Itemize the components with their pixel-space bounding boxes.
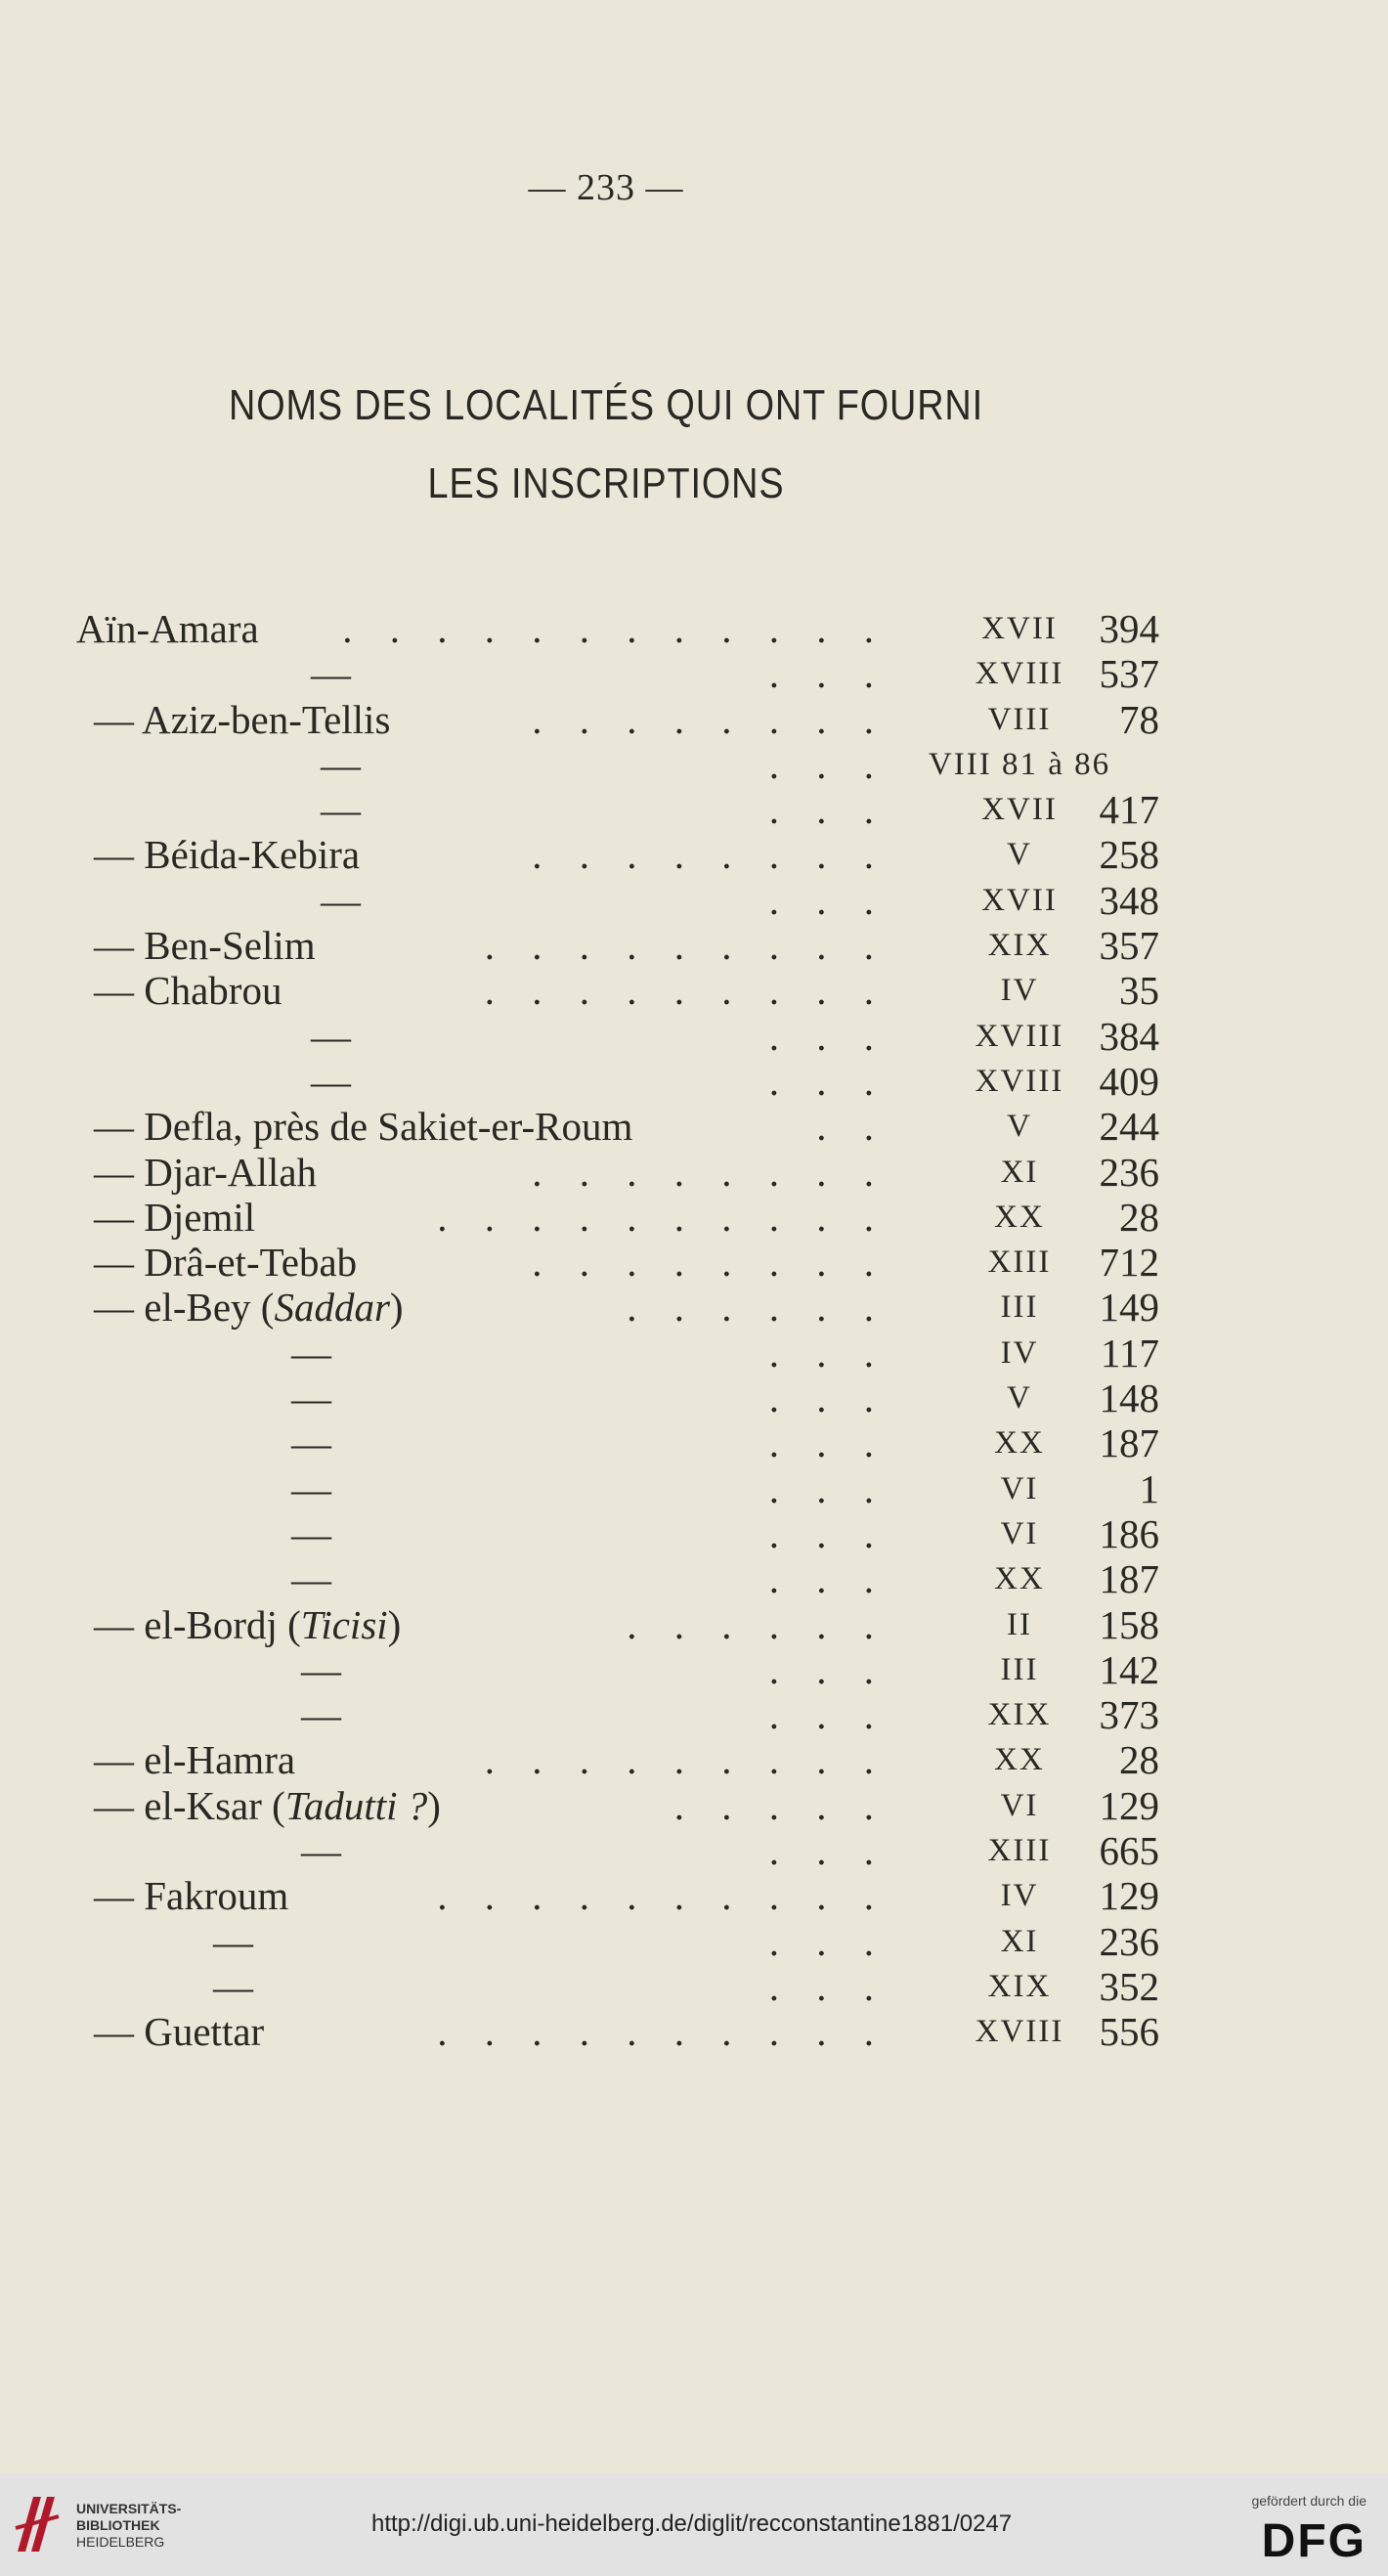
leader-dots: . . . . . . . . . xyxy=(484,968,888,1014)
volume-number: VI xyxy=(1000,1470,1039,1506)
volume-number: III xyxy=(1000,1289,1039,1326)
index-entry xyxy=(76,651,1159,697)
inscription-number: 417 xyxy=(1099,787,1159,833)
index-entry xyxy=(76,1692,1159,1738)
index-entry xyxy=(76,1194,1159,1240)
volume-number: XI xyxy=(1000,1154,1039,1190)
leader-dots: . . . xyxy=(768,1465,888,1511)
leader-dots: . . . xyxy=(768,1963,888,2009)
locality-name: — el-Bordj (Ticisi) xyxy=(94,1601,402,1647)
leader-dots: . . . xyxy=(768,1375,888,1421)
inscription-number: 129 xyxy=(1099,1782,1159,1828)
volume-number: IV xyxy=(1000,973,1039,1009)
volume-number: XIX xyxy=(987,1697,1052,1733)
index-entry xyxy=(76,968,1159,1014)
locality-name: — el-Ksar (Tadutti ?) xyxy=(94,1782,441,1828)
leader-dots: . . . xyxy=(768,877,888,923)
volume-number: III xyxy=(1000,1651,1039,1687)
library-name: UNIVERSITÄTS- BIBLIOTHEK HEIDELBERG xyxy=(76,2501,182,2550)
locality-name: — Djemil xyxy=(94,1194,256,1240)
inscription-number: 236 xyxy=(1099,1149,1159,1195)
locality-name: — xyxy=(321,741,361,787)
inscription-number: 556 xyxy=(1099,2009,1159,2055)
index-entry xyxy=(76,1104,1159,1150)
inscription-number: 187 xyxy=(1099,1420,1159,1466)
volume-number: VIII xyxy=(987,701,1052,737)
index-entry xyxy=(76,1149,1159,1195)
inscription-number: 142 xyxy=(1099,1646,1159,1692)
locality-name: Aïn-Amara xyxy=(76,606,259,651)
index-entry xyxy=(76,1510,1159,1556)
index-entry xyxy=(76,1240,1159,1286)
locality-name: — xyxy=(321,877,361,923)
inscription-number: 35 xyxy=(1119,968,1159,1014)
index-entry xyxy=(76,1465,1159,1511)
inscription-number: 236 xyxy=(1099,1918,1159,1964)
index-entry xyxy=(76,1828,1159,1874)
inscription-number: 258 xyxy=(1099,832,1159,878)
index-entry xyxy=(76,787,1159,833)
page-number: — 233 — xyxy=(528,167,684,208)
volume-number: IV xyxy=(1000,1334,1039,1371)
locality-name: — el-Hamra xyxy=(94,1737,296,1783)
volume-number: XVII xyxy=(981,882,1058,918)
inscription-number: 409 xyxy=(1099,1058,1159,1104)
inscription-number: 187 xyxy=(1099,1556,1159,1602)
volume-number: XVIII xyxy=(975,1018,1064,1054)
index-entry xyxy=(76,1918,1159,1964)
leader-dots: . . . . . . . . . . xyxy=(437,2009,888,2055)
locality-name: — Guettar xyxy=(94,2009,265,2055)
locality-name: — Aziz-ben-Tellis xyxy=(94,696,391,742)
index-entry xyxy=(76,1646,1159,1692)
inscription-number: 384 xyxy=(1099,1013,1159,1059)
inscription-number: 158 xyxy=(1099,1601,1159,1647)
inscription-number: 357 xyxy=(1099,923,1159,969)
index-entry xyxy=(76,742,1151,787)
leader-dots: . . . xyxy=(768,1646,888,1692)
index-entry xyxy=(76,1737,1159,1783)
leader-dots: . . . xyxy=(768,1692,888,1738)
leader-dots: . . . . . . . . . xyxy=(484,923,888,969)
volume-number: XI xyxy=(1000,1923,1039,1959)
locality-name: — Drâ-et-Tebab xyxy=(94,1240,358,1286)
inscription-number: 78 xyxy=(1119,696,1159,742)
locality-name: — xyxy=(291,1465,331,1511)
inscription-number: 129 xyxy=(1099,1873,1159,1919)
leader-dots: . . . xyxy=(768,1013,888,1059)
locality-name: — xyxy=(291,1330,331,1375)
volume-number: XVII xyxy=(981,611,1058,646)
leader-dots: . . . . . xyxy=(673,1782,888,1828)
volume-number: IV xyxy=(1000,1878,1039,1914)
inscription-number: 28 xyxy=(1119,1737,1159,1783)
leader-dots: . . . . . . . . . . xyxy=(437,1194,888,1240)
locality-index xyxy=(76,606,1159,2055)
volume-number: V xyxy=(1007,1380,1032,1417)
index-entry xyxy=(76,2009,1159,2055)
locality-name: — Fakroum xyxy=(94,1873,289,1919)
locality-name: — xyxy=(291,1375,331,1421)
locality-name: — xyxy=(301,1828,341,1874)
index-entry xyxy=(76,1420,1159,1466)
leader-dots: . . . xyxy=(768,1420,888,1466)
index-entry xyxy=(76,1556,1159,1602)
volume-number: VIII 81 à 86 xyxy=(928,746,1111,782)
inscription-number: 537 xyxy=(1099,651,1159,697)
volume-number: XX xyxy=(994,1425,1045,1462)
locality-name: — xyxy=(311,1058,351,1104)
funder-caption: gefördert durch die xyxy=(1251,2493,1366,2509)
volume-number: XIII xyxy=(987,1833,1052,1869)
volume-number: II xyxy=(1007,1606,1032,1642)
locality-name: — xyxy=(213,1918,253,1964)
locality-name: — el-Bey (Saddar) xyxy=(94,1285,404,1331)
locality-name: — xyxy=(301,1646,341,1692)
volume-number: XVIII xyxy=(975,2014,1064,2050)
leader-dots: . . . xyxy=(768,1828,888,1874)
inscription-number: 28 xyxy=(1119,1194,1159,1240)
locality-name: — Ben-Selim xyxy=(94,923,316,969)
inscription-number: 373 xyxy=(1099,1692,1159,1738)
volume-number: VI xyxy=(1000,1787,1039,1823)
leader-dots: . . . . . . xyxy=(627,1601,888,1647)
leader-dots: . . xyxy=(816,1104,888,1150)
volume-number: XVIII xyxy=(975,1063,1064,1099)
locality-name: — Defla, près de Sakiet-er-Roum xyxy=(94,1104,633,1150)
leader-dots: . . . . . . . . . . xyxy=(437,1873,888,1919)
inscription-number: 665 xyxy=(1099,1828,1159,1874)
leader-dots: . . . . . . . . xyxy=(532,696,888,742)
permalink-url[interactable]: http://digi.ub.uni-heidelberg.de/diglit/recconstantine1881/0247 xyxy=(371,2511,1013,2537)
index-entry xyxy=(76,877,1159,923)
index-entry xyxy=(76,1601,1159,1647)
index-entry xyxy=(76,1963,1159,2009)
volume-number: XX xyxy=(994,1561,1045,1597)
index-entry xyxy=(76,696,1159,742)
inscription-number: 117 xyxy=(1101,1330,1159,1375)
index-entry xyxy=(76,1873,1159,1919)
dfg-logo: DFG xyxy=(1261,2515,1366,2567)
index-entry xyxy=(76,832,1159,878)
index-entry xyxy=(76,1013,1159,1059)
library-logo-icon xyxy=(14,2493,61,2555)
locality-name: — xyxy=(291,1556,331,1602)
index-entry xyxy=(76,1782,1159,1828)
volume-number: VI xyxy=(1000,1515,1039,1551)
leader-dots: . . . xyxy=(768,651,888,697)
volume-number: XIX xyxy=(987,928,1052,964)
inscription-number: 394 xyxy=(1099,606,1159,651)
inscription-number: 712 xyxy=(1099,1240,1159,1286)
leader-dots: . . . . . . . . . . . . xyxy=(342,606,888,651)
leader-dots: . . . xyxy=(768,1510,888,1556)
leader-dots: . . . xyxy=(768,1058,888,1104)
leader-dots: . . . xyxy=(768,787,888,833)
index-entry xyxy=(76,1375,1159,1421)
inscription-number: 348 xyxy=(1099,877,1159,923)
volume-number: XVIII xyxy=(975,656,1064,692)
locality-name: — xyxy=(301,1692,341,1738)
volume-number: XVII xyxy=(981,792,1058,828)
volume-number: XIX xyxy=(987,1968,1052,2004)
heading-line-2: LES INSCRIPTIONS xyxy=(427,459,785,507)
inscription-number: 1 xyxy=(1139,1465,1159,1511)
volume-number: V xyxy=(1007,1109,1032,1145)
inscription-number: 352 xyxy=(1099,1963,1159,2009)
leader-dots: . . . . . . xyxy=(627,1285,888,1331)
inscription-number: 186 xyxy=(1099,1510,1159,1556)
locality-name: — Béida-Kebira xyxy=(94,832,361,878)
locality-name: — xyxy=(311,651,351,697)
digitization-footer xyxy=(0,2473,1388,2576)
leader-dots: . . . . . . . . xyxy=(532,1149,888,1195)
locality-name: — xyxy=(291,1420,331,1466)
leader-dots: . . . xyxy=(768,741,888,787)
index-entry xyxy=(76,606,1159,651)
leader-dots: . . . . . . . . xyxy=(532,1240,888,1286)
inscription-number: 244 xyxy=(1099,1104,1159,1150)
volume-number: XX xyxy=(994,1742,1045,1778)
inscription-number: 148 xyxy=(1099,1375,1159,1421)
inscription-number: 149 xyxy=(1099,1285,1159,1331)
heading-line-1: NOMS DES LOCALITÉS QUI ONT FOURNI xyxy=(229,381,983,429)
volume-number: V xyxy=(1007,837,1032,873)
volume-number: XIII xyxy=(987,1244,1052,1281)
locality-name: — xyxy=(213,1963,253,2009)
locality-name: — xyxy=(321,787,361,833)
leader-dots: . . . . . . . . xyxy=(532,832,888,878)
leader-dots: . . . xyxy=(768,1918,888,1964)
locality-name: — Chabrou xyxy=(94,968,282,1014)
leader-dots: . . . . . . . . . xyxy=(484,1737,888,1783)
volume-number: XX xyxy=(994,1199,1045,1235)
locality-name: — xyxy=(311,1013,351,1059)
locality-name: — xyxy=(291,1510,331,1556)
locality-name: — Djar-Allah xyxy=(94,1149,318,1195)
index-entry xyxy=(76,923,1159,969)
index-entry xyxy=(76,1330,1159,1375)
index-entry xyxy=(76,1058,1159,1104)
leader-dots: . . . xyxy=(768,1556,888,1602)
index-entry xyxy=(76,1285,1159,1331)
leader-dots: . . . xyxy=(768,1330,888,1375)
